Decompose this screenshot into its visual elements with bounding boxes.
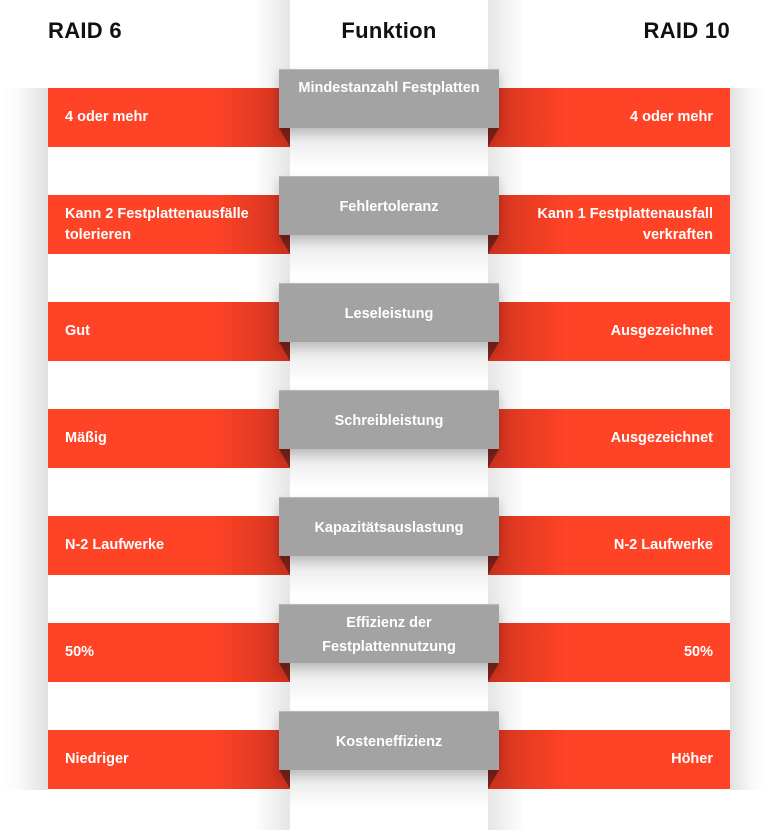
feature-label: Schreibleistung: [279, 390, 499, 449]
raid10-value-text: Höher: [671, 751, 713, 767]
raid6-value-text: 50%: [65, 644, 95, 660]
ribbon-fold-right: [488, 342, 499, 361]
raid10-value-text: 50%: [683, 644, 713, 660]
label-shadow: [290, 556, 488, 596]
raid10-header: RAID 10: [643, 18, 730, 43]
raid6-value: [48, 409, 290, 468]
ribbon-fold-left: [279, 449, 290, 468]
raid10-value: [488, 516, 730, 575]
raid6-value: [48, 195, 290, 254]
label-shadow: [290, 449, 488, 489]
raid6-value: [48, 88, 290, 147]
raid10-value: [488, 730, 730, 789]
raid10-value: [488, 195, 730, 254]
raid10-value-text: Kann 1 Festplattenausfall verkraften: [537, 205, 713, 243]
raid10-value-text: N-2 Laufwerke: [613, 537, 713, 553]
raid6-value-text: 4 oder mehr: [65, 109, 148, 125]
label-shadow: [290, 128, 488, 168]
ribbon-fold-left: [279, 128, 290, 147]
ribbon-fold-right: [488, 449, 499, 468]
feature-header: Funktion: [341, 18, 437, 43]
label-shadow: [290, 770, 488, 810]
ribbon-fold-left: [279, 235, 290, 254]
comparison-row-cost-efficiency: [0, 730, 768, 837]
ribbon-fold-right: [488, 128, 499, 147]
ribbon-fold-right: [488, 235, 499, 254]
ribbon-fold-left: [279, 556, 290, 575]
feature-label: Effizienz der Festplattennutzung: [279, 604, 499, 663]
raid6-value-text: N-2 Laufwerke: [65, 537, 165, 553]
raid10-value: [488, 409, 730, 468]
raid6-value: [48, 302, 290, 361]
ribbon-fold-right: [488, 663, 499, 682]
raid10-value-text: 4 oder mehr: [630, 109, 713, 125]
raid6-value-text: Mäßig: [65, 430, 107, 446]
feature-label: Kapazitätsauslastung: [279, 497, 499, 556]
raid6-value-text: Kann 2 Festplattenausfälle tolerieren: [65, 205, 249, 243]
raid10-value: [488, 88, 730, 147]
ribbon-fold-right: [488, 556, 499, 575]
feature-label: Fehlertoleranz: [279, 176, 499, 235]
feature-label: Kosteneffizienz: [279, 711, 499, 770]
ribbon-fold-left: [279, 663, 290, 682]
label-shadow: [290, 235, 488, 275]
ribbon-fold-left: [279, 342, 290, 361]
ribbon-fold-right: [488, 770, 499, 789]
raid6-value: [48, 623, 290, 682]
raid10-value-text: Ausgezeichnet: [610, 430, 713, 446]
raid6-value-text: Niedriger: [65, 751, 129, 767]
raid6-value: [48, 730, 290, 789]
label-shadow: [290, 663, 488, 703]
ribbon-fold-left: [279, 770, 290, 789]
raid6-value: [48, 516, 290, 575]
raid6-value-text: Gut: [65, 323, 90, 339]
feature-label: Mindestanzahl Festplatten: [279, 69, 499, 128]
label-shadow: [290, 342, 488, 382]
raid10-value: [488, 623, 730, 682]
raid6-header: RAID 6: [48, 18, 122, 43]
feature-label: Leseleistung: [279, 283, 499, 342]
raid10-value-text: Ausgezeichnet: [610, 323, 713, 339]
raid10-value: [488, 302, 730, 361]
